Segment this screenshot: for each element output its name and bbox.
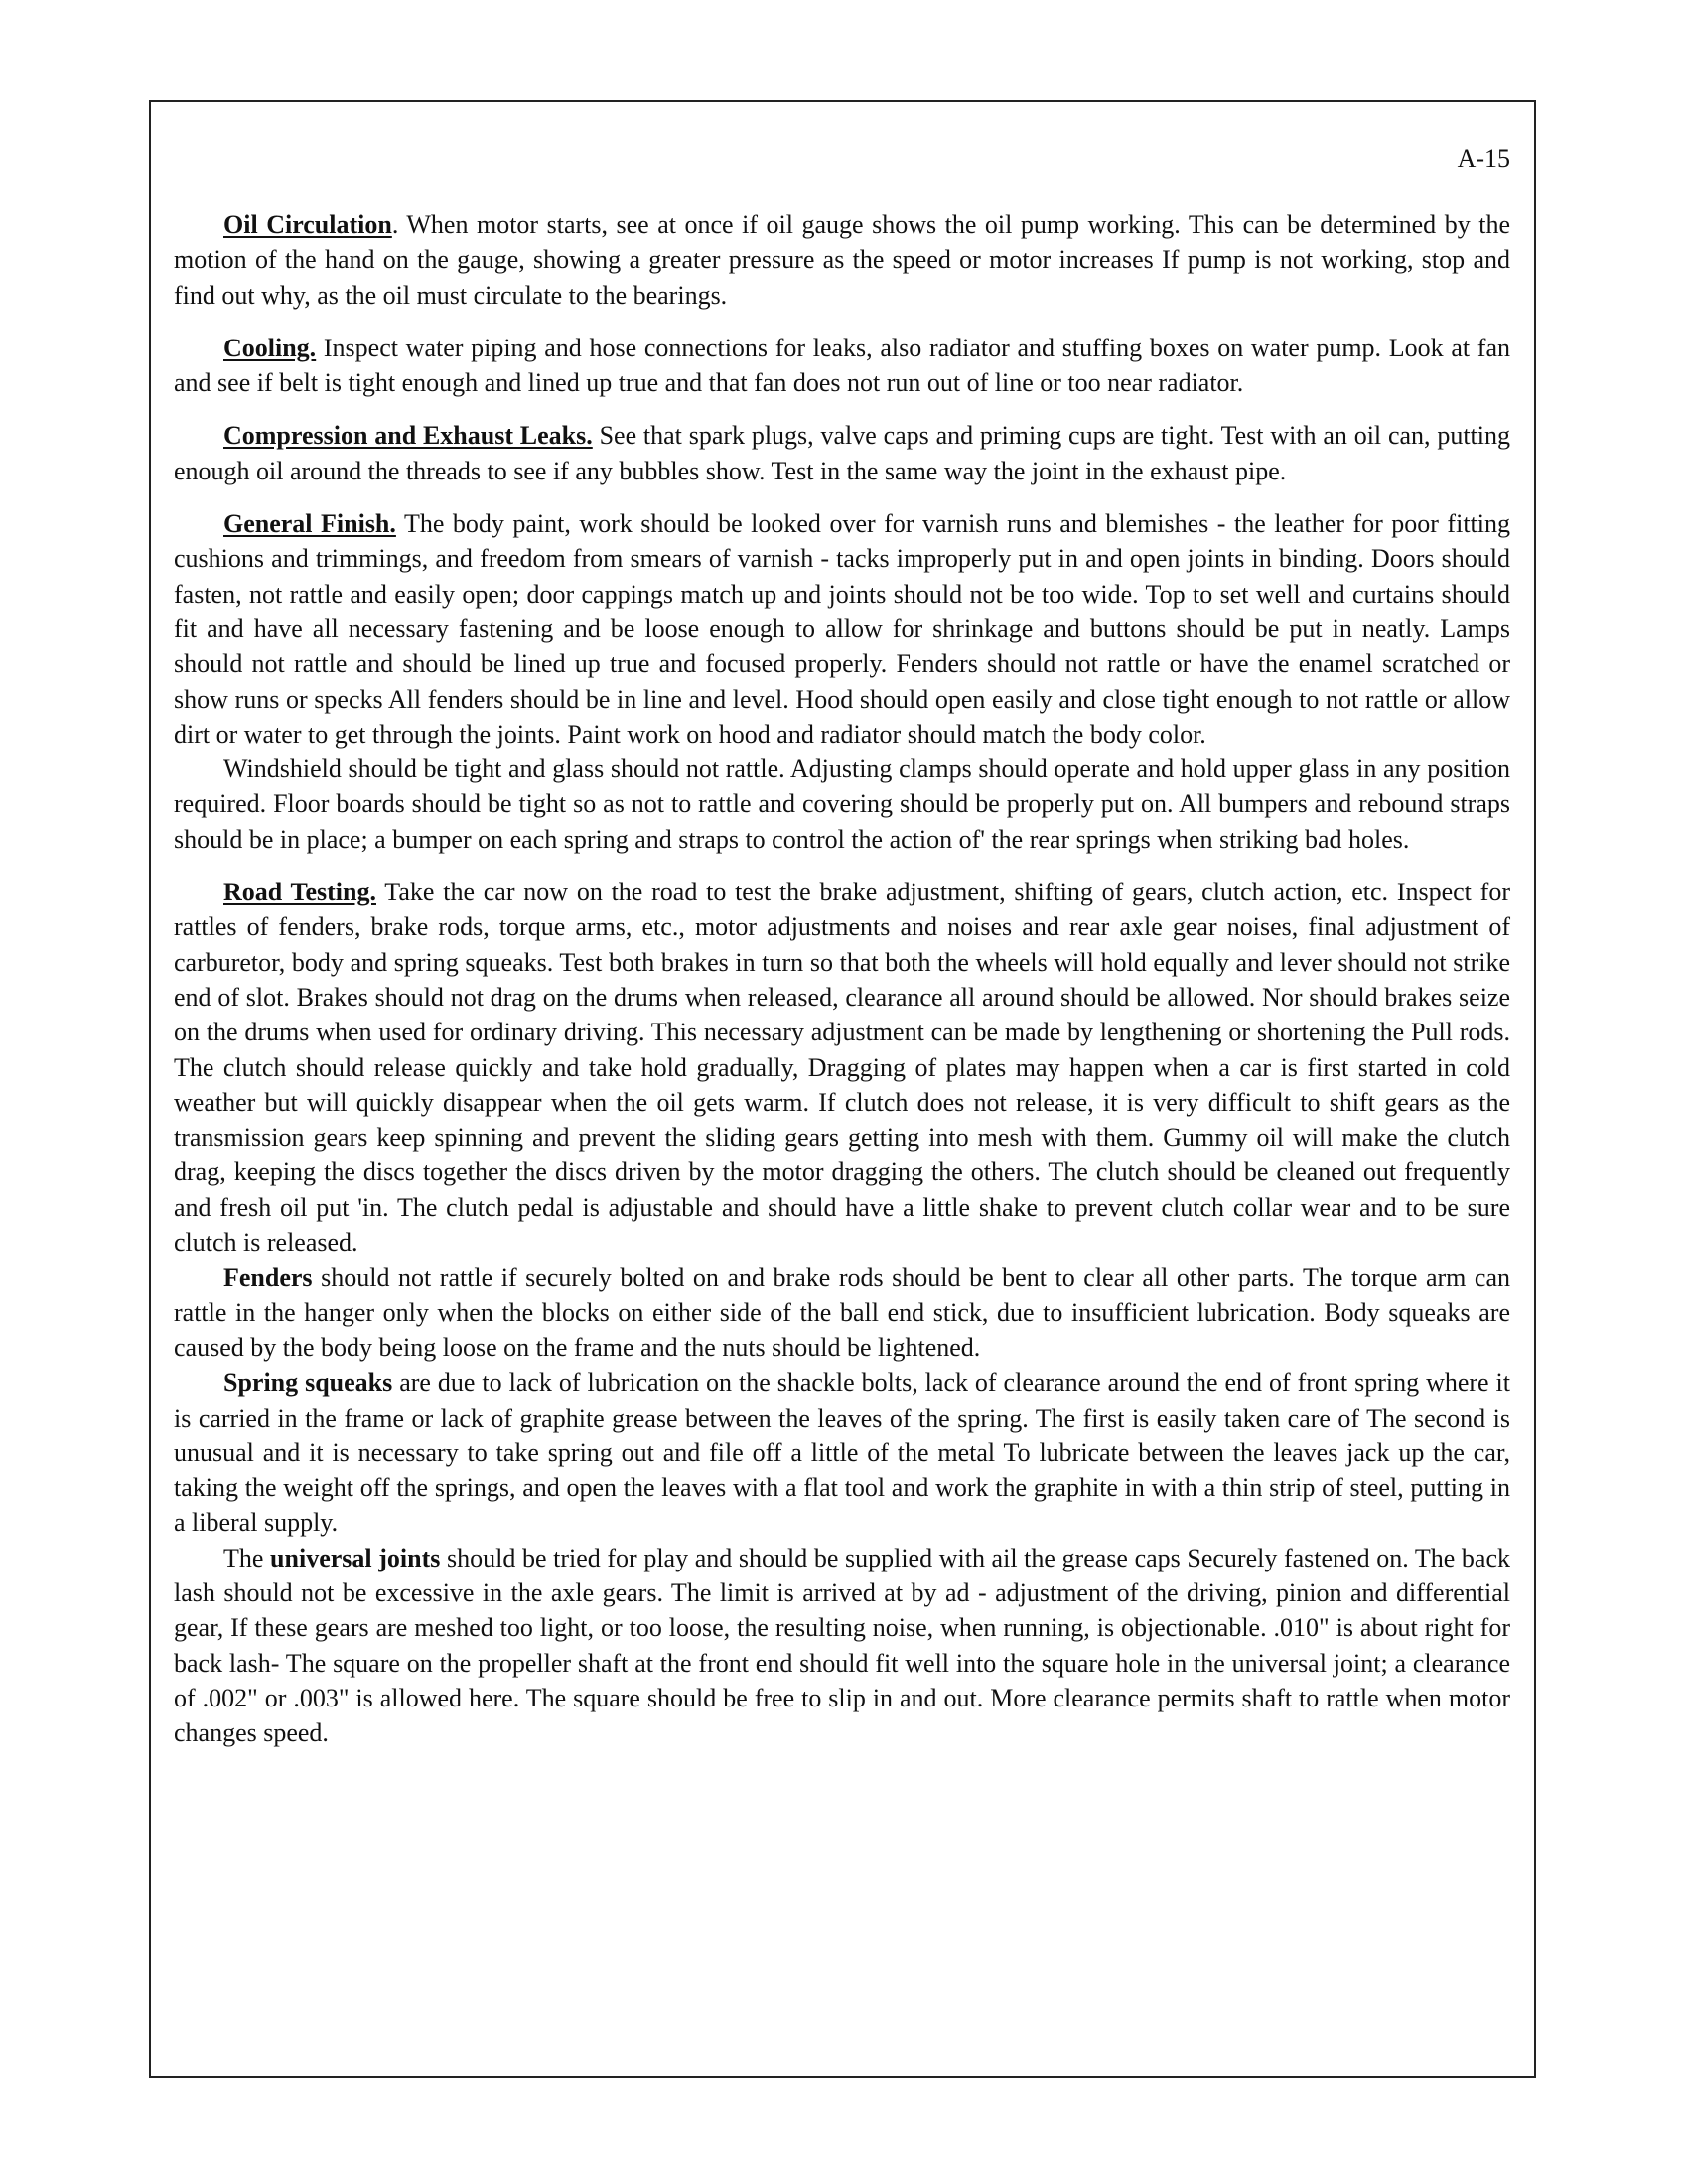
paragraph-road-testing xyxy=(174,875,1510,1260)
heading-road-testing: Road Testing. xyxy=(223,878,376,907)
paragraph-lead: The xyxy=(223,1543,271,1572)
paragraph-windshield xyxy=(174,751,1510,857)
paragraph-text: Take the car now on the road to test the brake adjustment, shifting of gears, clutch action, etc. Inspect for rattles of fenders, brake rods, torque arms, etc., motor adjustments and noises and rear axle gear noises, final adjustment of carburetor, body and spring squeaks. Test both brakes in turn so that both the wheels will hold equally and lever should not strike end of slot. Brakes should not drag on the drums when released, clearance all around should be allowed. Nor should brakes seize on the drums when used for ordinary driving. This necessary adjustment can be made by lengthening or shortening the Pull rods. The clutch should release quickly and take hold gradually, Dragging of plates may happen when a car is first started in cold weather but will quickly disappear when the oil gets warm. If clutch does not release, it is very difficult to shift gears as the transmission gears keep spinning and prevent the sliding gears getting into mesh with them. Gummy oil will make the clutch drag, keeping the discs together the discs driven by the motor dragging the others. The clutch should be cleaned out frequently and fresh oil put 'in. The clutch pedal is adjustable and should have a little shake to prevent clutch collar wear and to be sure clutch is released. xyxy=(174,878,1510,1258)
paragraph-text: are due to lack of lubrication on the shackle bolts, lack of clearance around the end of front spring where it is carried in the frame or lack of graphite grease between the leaves of the spring. The first is easily taken care of The second is unusual and it is necessary to take spring out and file off a little of the metal To lubricate between the leaves jack up the car, taking the weight off the springs, and open the leaves with a flat tool and work the graphite in with a thin strip of steel, putting in a liberal supply. xyxy=(174,1368,1510,1538)
page-frame xyxy=(149,100,1536,2078)
paragraph-text: Windshield should be tight and glass should not rattle. Adjusting clamps should operate and hold upper glass in any position required. Floor boards should be tight so as not to rattle and covering should be properly put on. All bumpers and rebound straps should be in place; a bumper on each spring and straps to control the action of' the rear springs when striking bad holes. xyxy=(174,754,1510,854)
heading-cooling: Cooling. xyxy=(223,333,317,362)
paragraph-text: The body paint, work should be looked over for varnish runs and blemishes - the leather for poor fitting cushions and trimmings, and freedom from smears of varnish - tacks improperly put in and open joints in binding. Doors should fasten, not rattle and easily open; door cappings match up and joints should not be too wide. Top to set well and curtains should fit and have all necessary fastening and be loose enough to allow for shrinkage and buttons should be put in neatly. Lamps should not rattle and should be lined up true and focused properly. Fenders should not rattle or have the enamel scratched or show runs or specks All fenders should be in line and level. Hood should open easily and close tight enough to not rattle or allow dirt or water to get through the joints. Paint work on hood and radiator should match the body color. xyxy=(174,509,1510,749)
heading-general-finish: General Finish. xyxy=(223,509,396,539)
paragraph-oil-circulation xyxy=(174,207,1510,313)
paragraph-text: should be tried for play and should be supplied with ail the grease caps Securely fastened on. The back lash should not be excessive in the axle gears. The limit is arrived at by ad - adjustment of the driving, pinion and differential gear, If these gears are meshed too light, or too loose, the resulting noise, when running, is objectionable. .010" is about right for back lash- The square on the propeller shaft at the front end should fit well into the square hole in the universal joint; a clearance of .002" or .003" is allowed here. The square should be free to slip in and out. More clearance permits shaft to rattle when motor changes speed. xyxy=(174,1543,1510,1748)
page-number: A-15 xyxy=(1457,144,1510,173)
paragraph-general-finish xyxy=(174,506,1510,751)
paragraph-text: See that spark plugs, valve caps and priming cups are tight. Test with an oil can, putting enough oil around the threads to see if any bubbles show. Test in the same way the joint in the exhaust pipe. xyxy=(174,421,1510,485)
term-fenders: Fenders xyxy=(223,1263,313,1293)
page-body xyxy=(174,207,1510,1750)
paragraph-universal-joints xyxy=(174,1541,1510,1751)
paragraph-compression-exhaust-leaks xyxy=(174,418,1510,488)
paragraph-text: Inspect water piping and hose connections for leaks, also radiator and stuffing boxes on water pump. Look at fan and see if belt is tight enough and lined up true and that fan does not run out of line or too near radiator. xyxy=(174,333,1510,398)
paragraph-fenders xyxy=(174,1260,1510,1365)
paragraph-text: should not rattle if securely bolted on and brake rods should be bent to clear all other parts. The torque arm can rattle in the hanger only when the blocks on either side of the ball end stick, due to insufficient lubrication. Body squeaks are caused by the body being loose on the frame and the nuts should be lightened. xyxy=(174,1263,1510,1362)
heading-compression-exhaust-leaks: Compression and Exhaust Leaks. xyxy=(223,421,593,451)
term-universal-joints: universal joints xyxy=(270,1543,441,1572)
paragraph-cooling xyxy=(174,331,1510,401)
heading-oil-circulation: Oil Circulation xyxy=(223,210,392,239)
paragraph-spring-squeaks xyxy=(174,1365,1510,1540)
term-spring-squeaks: Spring squeaks xyxy=(223,1368,393,1398)
paragraph-text: . When motor starts, see at once if oil gauge shows the oil pump working. This can be determined by the motion of the hand on the gauge, showing a greater pressure as the speed or motor increases If pump is not working, stop and find out why, as the oil must circulate to the bearings. xyxy=(174,210,1510,310)
